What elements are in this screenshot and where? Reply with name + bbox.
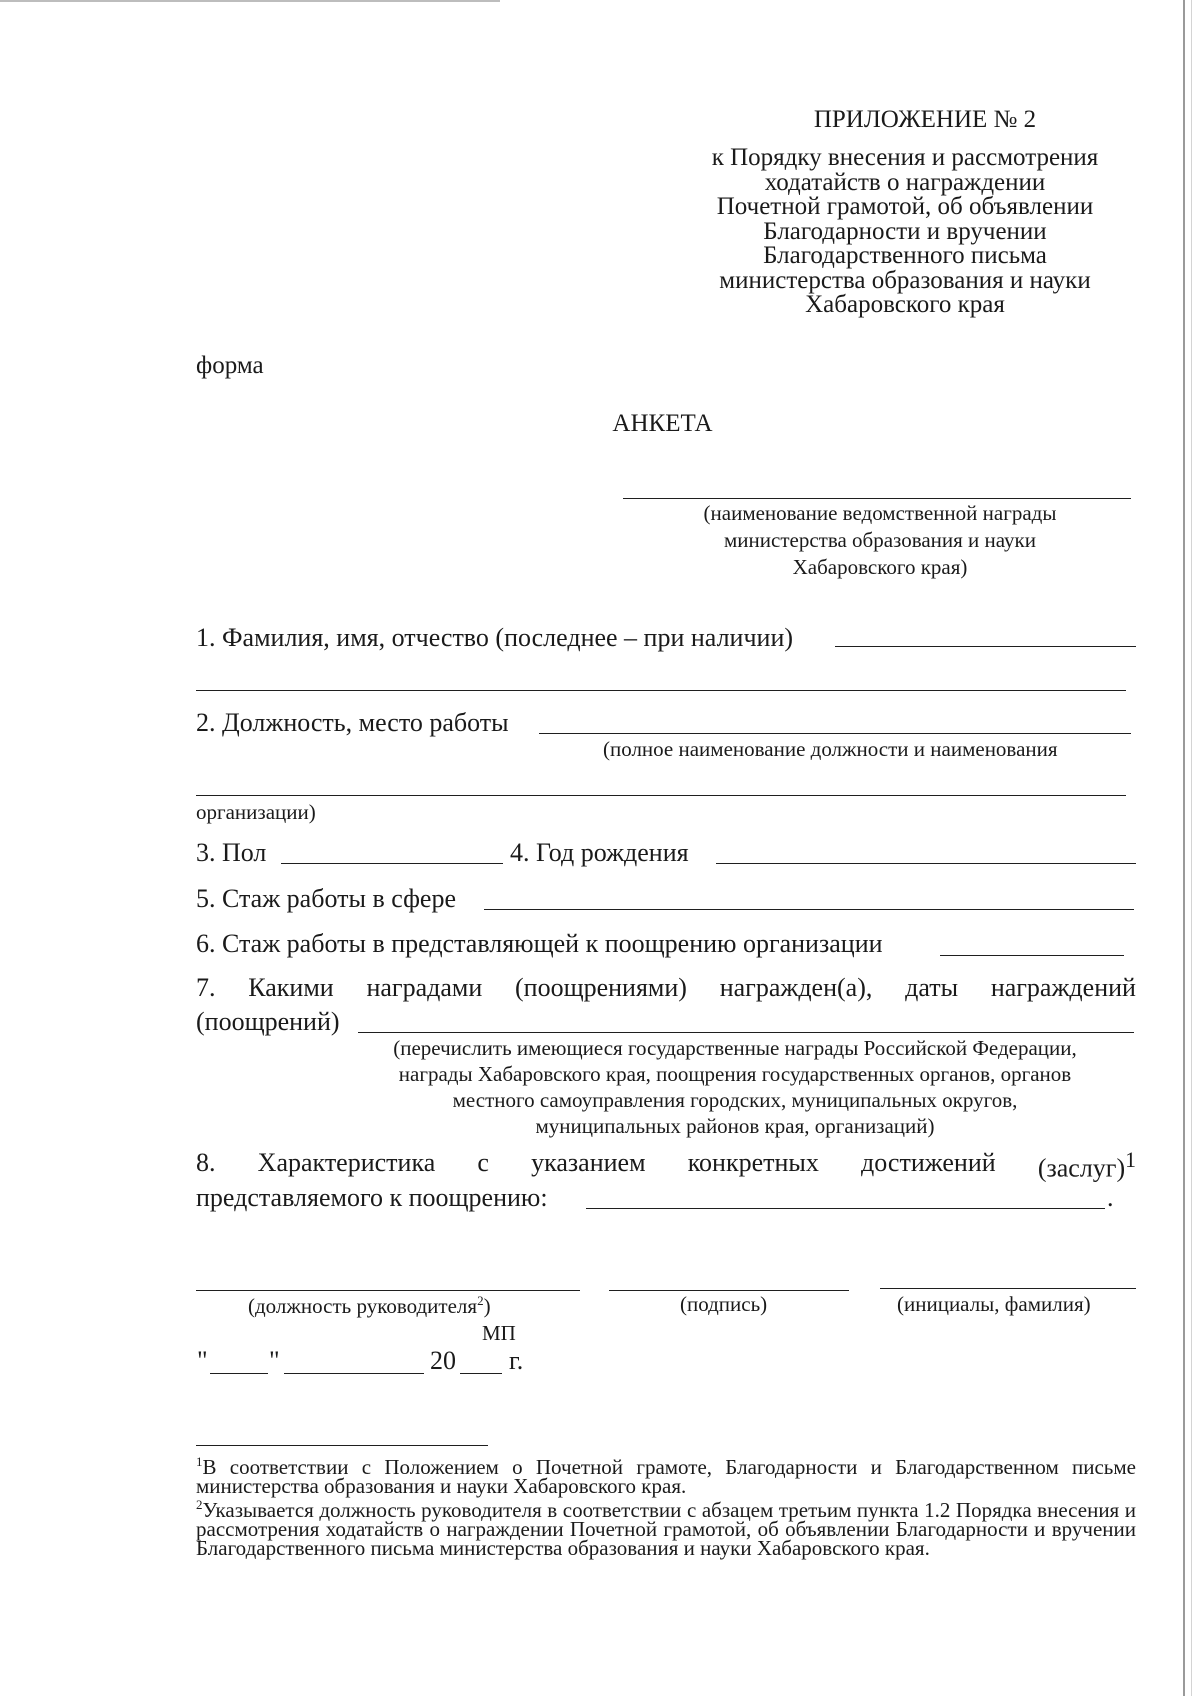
- field-2-hint-continued: организации): [196, 800, 316, 824]
- date-day-field[interactable]: [210, 1373, 268, 1374]
- footnote-text: Указывается должность руководителя в соответствии с абзацем третьим пункта 1.2 Порядка внесения и рассмотрения ходатайств о награждении Почетной грамотой, об объявлении Благодарности и вручении Благодарственного письма министерства образования и науки Хабаровского края.: [196, 1498, 1136, 1560]
- position-workplace-field-continued[interactable]: [196, 795, 1126, 796]
- appendix-line: Почетной грамотой, об объявлении: [716, 193, 1094, 220]
- field-8-word: конкретных: [687, 1148, 819, 1177]
- footnote-1: [196, 1454, 1136, 1498]
- appendix-title: ПРИЛОЖЕНИЕ № 2: [813, 106, 1037, 133]
- field-8-word: 8.: [196, 1148, 216, 1177]
- award-name-field[interactable]: [623, 498, 1131, 499]
- field-7-label: [196, 973, 1136, 1003]
- appendix-line: Благодарности и вручении: [763, 217, 1047, 245]
- field-8-word: указанием: [531, 1148, 646, 1177]
- footnote-ref-1: 1: [1125, 1148, 1136, 1172]
- appendix-description: [680, 146, 1130, 318]
- field-1-label: 1. Фамилия, имя, отчество (последнее – при наличии): [196, 623, 794, 652]
- sector-experience-field[interactable]: [484, 909, 1134, 910]
- stamp-label: МП: [482, 1321, 516, 1345]
- field-7-label-continued: (поощрений): [196, 1007, 340, 1036]
- signature-caption: (подпись): [680, 1292, 768, 1316]
- field-8-label-continued: представляемого к поощрению:: [196, 1183, 548, 1212]
- manager-position-caption-close: ): [483, 1294, 491, 1318]
- field-8-word: с: [477, 1148, 489, 1177]
- award-caption-line: министерства образования и науки: [724, 528, 1036, 552]
- appendix-line: к Порядку внесения и рассмотрения: [711, 144, 1099, 171]
- award-name-caption: [650, 500, 1110, 581]
- footnote-ref-2: 2: [477, 1293, 484, 1308]
- appendix-line: ходатайств о награждении: [764, 168, 1046, 196]
- date-quote-close: ": [269, 1346, 280, 1375]
- appendix-line: министерства образования и науки: [719, 266, 1091, 294]
- scan-artifact-top: [0, 0, 500, 2]
- manager-position-field[interactable]: [196, 1290, 580, 1291]
- date-year-field[interactable]: [460, 1373, 502, 1374]
- footnote-separator: [196, 1445, 488, 1446]
- award-caption-line: Хабаровского края): [792, 555, 968, 579]
- field-2-hint: (полное наименование должности и наименования: [603, 737, 1058, 761]
- date-quote-open: ": [197, 1346, 208, 1375]
- field-7-hint-line: (перечислить имеющиеся государственные награды Российской Федерации,: [393, 1036, 1077, 1060]
- footnote-number: 1: [196, 1454, 203, 1469]
- position-workplace-field[interactable]: [539, 733, 1131, 734]
- initials-surname-field[interactable]: [880, 1288, 1136, 1289]
- field-2-label: 2. Должность, место работы: [196, 708, 509, 737]
- footnote-2: [196, 1497, 1136, 1560]
- field-6-label: 6. Стаж работы в представляющей к поощрению организации: [196, 929, 883, 958]
- field-7-word: 7.: [196, 973, 216, 1002]
- field-7-hint-line: местного самоуправления городских, муниципальных округов,: [452, 1088, 1018, 1112]
- appendix-line: Благодарственного письма: [763, 242, 1047, 269]
- field-5-label: 5. Стаж работы в сфере: [196, 884, 456, 913]
- field-8-end-period: .: [1107, 1183, 1114, 1212]
- footnote-text: В соответствии с Положением о Почетной грамоте, Благодарности и Благодарственном письме министерства образования и науки Хабаровского края.: [196, 1455, 1136, 1498]
- form-label: форма: [196, 352, 264, 379]
- full-name-field-continued[interactable]: [196, 690, 1126, 691]
- birth-year-field[interactable]: [716, 863, 1136, 864]
- awards-field[interactable]: [358, 1032, 1134, 1033]
- scan-artifact-edge-shadow: [1191, 0, 1192, 1696]
- field-8-label: [196, 1148, 1136, 1184]
- field-7-word: даты: [905, 973, 959, 1002]
- field-7-word: (поощрениями): [515, 973, 687, 1002]
- signature-field[interactable]: [609, 1290, 849, 1291]
- field-7-word: награждений: [990, 973, 1136, 1002]
- field-7-word: наградами: [366, 973, 483, 1002]
- date-suffix: г.: [509, 1346, 524, 1375]
- field-8-word: достижений: [861, 1148, 996, 1177]
- field-7-word: Какими: [248, 973, 334, 1002]
- org-experience-field[interactable]: [940, 955, 1124, 956]
- gender-field[interactable]: [281, 863, 503, 864]
- date-month-field[interactable]: [284, 1373, 424, 1374]
- manager-position-caption: [248, 1294, 491, 1319]
- initials-caption: (инициалы, фамилия): [897, 1292, 1091, 1316]
- scan-artifact-edge: [1183, 0, 1185, 1696]
- date-year-prefix: 20: [430, 1346, 456, 1375]
- full-name-field[interactable]: [835, 646, 1136, 647]
- field-3-label: 3. Пол: [196, 838, 267, 867]
- field-7-hint-line: муниципальных районов края, организаций): [535, 1114, 935, 1138]
- characteristics-field[interactable]: [586, 1208, 1105, 1209]
- field-8-word: Характеристика: [257, 1148, 436, 1177]
- field-7-word: награжден(а),: [719, 973, 873, 1002]
- field-8-word: (заслуг): [1037, 1153, 1126, 1183]
- document-title: АНКЕТА: [612, 410, 713, 437]
- field-7-hint-line: награды Хабаровского края, поощрения государственных органов, органов: [398, 1062, 1072, 1086]
- field-4-label: 4. Год рождения: [510, 838, 689, 867]
- appendix-line: Хабаровского края: [805, 291, 1005, 318]
- field-7-hint: [330, 1035, 1140, 1139]
- footnote-number: 2: [196, 1497, 203, 1512]
- field-8-last-word: [1038, 1148, 1136, 1184]
- award-caption-line: (наименование ведомственной награды: [703, 501, 1057, 525]
- manager-position-caption-text: (должность руководителя: [248, 1294, 478, 1318]
